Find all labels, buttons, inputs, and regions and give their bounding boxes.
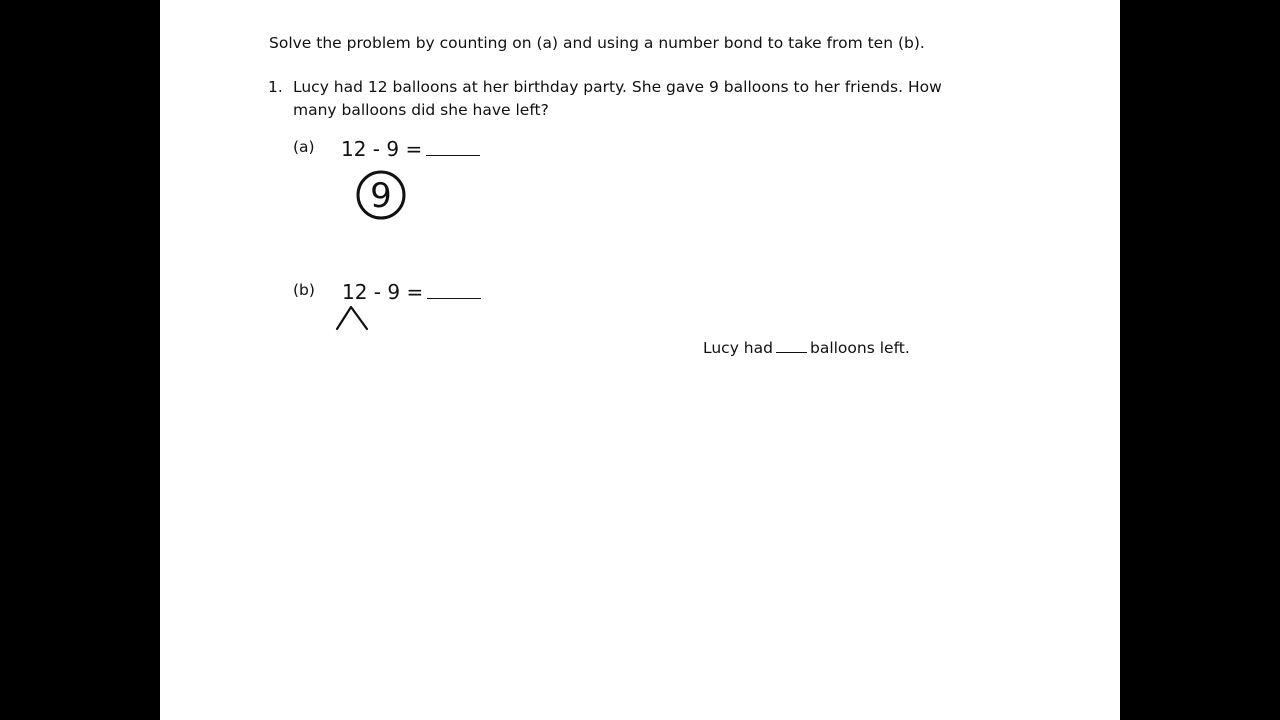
worksheet-page <box>160 0 1120 720</box>
instructions: Solve the problem by counting on (a) and using a number bond to take from ten (b). <box>269 34 925 52</box>
part-a-label: (a) <box>293 138 315 156</box>
part-a-answer-blank[interactable] <box>426 154 480 156</box>
answer-sentence-end: balloons left. <box>809 339 910 357</box>
question-number: 1. <box>268 78 283 96</box>
handwritten-answer: 9 <box>370 176 392 216</box>
part-a-equation-text: 12 - 9 = <box>341 137 423 161</box>
question-text-line-1: Lucy had 12 balloons at her birthday party. She gave 9 balloons to her friends. How <box>293 78 942 96</box>
answer-sentence-start: Lucy had <box>703 339 773 357</box>
part-b-equation <box>342 280 481 304</box>
part-b-answer-blank[interactable] <box>427 297 481 299</box>
answer-sentence-blank[interactable] <box>776 351 807 353</box>
number-bond-branches <box>334 303 370 333</box>
circled-handwritten-nine <box>354 168 410 222</box>
answer-sentence <box>703 339 910 357</box>
part-b-equation-text: 12 - 9 = <box>342 280 424 304</box>
question-text-line-2: many balloons did she have left? <box>293 101 549 119</box>
part-a-equation <box>341 137 480 161</box>
part-b-label: (b) <box>293 281 315 299</box>
